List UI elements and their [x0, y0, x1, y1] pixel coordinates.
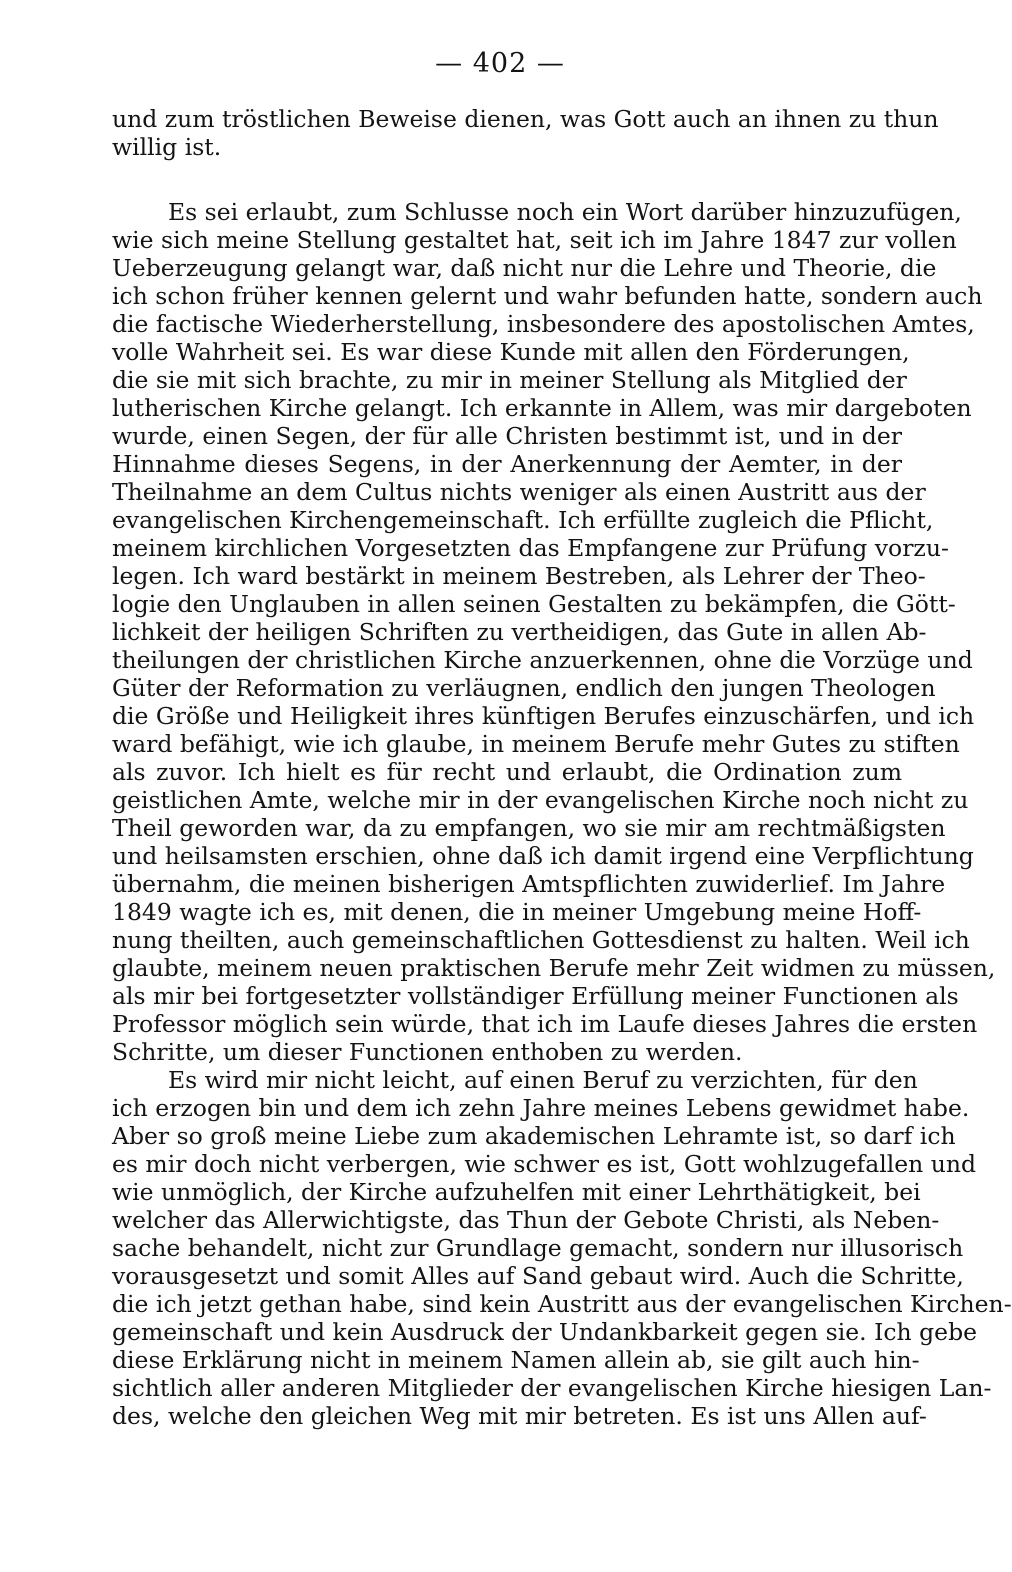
text-line: Ueberzeugung gelangt war, daß nicht nur die Lehre und Theorie, die: [112, 254, 937, 282]
text-line: welcher das Allerwichtigste, das Thun der Gebote Christi, als Neben-: [112, 1206, 940, 1234]
text-line: evangelischen Kirchengemeinschaft. Ich erfüllte zugleich die Pflicht,: [112, 506, 934, 534]
text-line: wie sich meine Stellung gestaltet hat, seit ich im Jahre 1847 zur vollen: [112, 226, 957, 254]
text-line: diese Erklärung nicht in meinem Namen allein ab, sie gilt auch hin-: [112, 1346, 920, 1374]
page-number: — 402 —: [435, 48, 565, 79]
text-line: Es sei erlaubt, zum Schlusse noch ein Wort darüber hinzuzufügen,: [168, 198, 962, 226]
text-line: Theil geworden war, da zu empfangen, wo sie mir am rechtmäßigsten: [112, 814, 946, 842]
text-line: als mir bei fortgesetzter vollständiger Erfüllung meiner Functionen als: [112, 982, 959, 1010]
text-line: nung theilten, auch gemeinschaftlichen Gottesdienst zu halten. Weil ich: [112, 926, 970, 954]
text-line: vorausgesetzt und somit Alles auf Sand gebaut wird. Auch die Schritte,: [112, 1262, 964, 1290]
text-line: lutherischen Kirche gelangt. Ich erkannte in Allem, was mir dargeboten: [112, 394, 972, 422]
text-line: Es wird mir nicht leicht, auf einen Beruf zu verzichten, für den: [168, 1066, 918, 1094]
text-line: die sie mit sich brachte, zu mir in meiner Stellung als Mitglied der: [112, 366, 907, 394]
text-line: glaubte, meinem neuen praktischen Berufe mehr Zeit widmen zu müssen,: [112, 954, 996, 982]
text-line: es mir doch nicht verbergen, wie schwer es ist, Gott wohlzugefallen und: [112, 1150, 977, 1178]
text-line: übernahm, die meinen bisherigen Amtspflichten zuwiderlief. Im Jahre: [112, 870, 946, 898]
text-line: ward befähigt, wie ich glaube, in meinem Berufe mehr Gutes zu stiften: [112, 730, 960, 758]
text-line: gemeinschaft und kein Ausdruck der Undankbarkeit gegen sie. Ich gebe: [112, 1318, 978, 1346]
text-line: wie unmöglich, der Kirche aufzuhelfen mit einer Lehrthätigkeit, bei: [112, 1178, 921, 1206]
text-line: Aber so groß meine Liebe zum akademischen Lehramte ist, so darf ich: [112, 1122, 956, 1150]
text-line: Hinnahme dieses Segens, in der Anerkennung der Aemter, in der: [112, 450, 902, 478]
text-line: sache behandelt, nicht zur Grundlage gemacht, sondern nur illusorisch: [112, 1234, 964, 1262]
text-line: Professor möglich sein würde, that ich im Laufe dieses Jahres die ersten: [112, 1010, 978, 1038]
text-line: die ich jetzt gethan habe, sind kein Austritt aus der evangelischen Kirchen-: [112, 1290, 1012, 1318]
text-line: die Größe und Heiligkeit ihres künftigen Berufes einzuschärfen, und ich: [112, 702, 975, 730]
text-line: sichtlich aller anderen Mitglieder der evangelischen Kirche hiesigen Lan-: [112, 1374, 992, 1402]
text-line: Theilnahme an dem Cultus nichts weniger als einen Austritt aus der: [112, 478, 926, 506]
text-line: willig ist.: [112, 133, 222, 161]
text-line: logie den Unglauben in allen seinen Gestalten zu bekämpfen, die Gött-: [112, 590, 956, 618]
text-line: Schritte, um dieser Functionen enthoben zu werden.: [112, 1038, 743, 1066]
text-line: des, welche den gleichen Weg mit mir betreten. Es ist uns Allen auf-: [112, 1402, 927, 1430]
text-line: volle Wahrheit sei. Es war diese Kunde mit allen den Förderungen,: [112, 338, 910, 366]
text-line: theilungen der christlichen Kirche anzuerkennen, ohne die Vorzüge und: [112, 646, 973, 674]
text-line: Güter der Reformation zu verläugnen, endlich den jungen Theologen: [112, 674, 936, 702]
text-line: wurde, einen Segen, der für alle Christen bestimmt ist, und in der: [112, 422, 902, 450]
text-line: die factische Wiederherstellung, insbesondere des apostolischen Amtes,: [112, 310, 975, 338]
text-line: als zuvor. Ich hielt es für recht und erlaubt, die Ordination zum: [112, 758, 902, 786]
text-line: und heilsamsten erschien, ohne daß ich damit irgend eine Verpflichtung: [112, 842, 974, 870]
text-line: meinem kirchlichen Vorgesetzten das Empfangene zur Prüfung vorzu-: [112, 534, 949, 562]
text-line: ich erzogen bin und dem ich zehn Jahre meines Lebens gewidmet habe.: [112, 1094, 970, 1122]
text-line: lichkeit der heiligen Schriften zu vertheidigen, das Gute in allen Ab-: [112, 618, 927, 646]
text-line: ich schon früher kennen gelernt und wahr befunden hatte, sondern auch: [112, 282, 983, 310]
text-line: geistlichen Amte, welche mir in der evangelischen Kirche noch nicht zu: [112, 786, 969, 814]
text-line: und zum tröstlichen Beweise dienen, was Gott auch an ihnen zu thun: [112, 105, 939, 133]
text-line: 1849 wagte ich es, mit denen, die in meiner Umgebung meine Hoff-: [112, 898, 922, 926]
text-line: legen. Ich ward bestärkt in meinem Bestreben, als Lehrer der Theo-: [112, 562, 926, 590]
